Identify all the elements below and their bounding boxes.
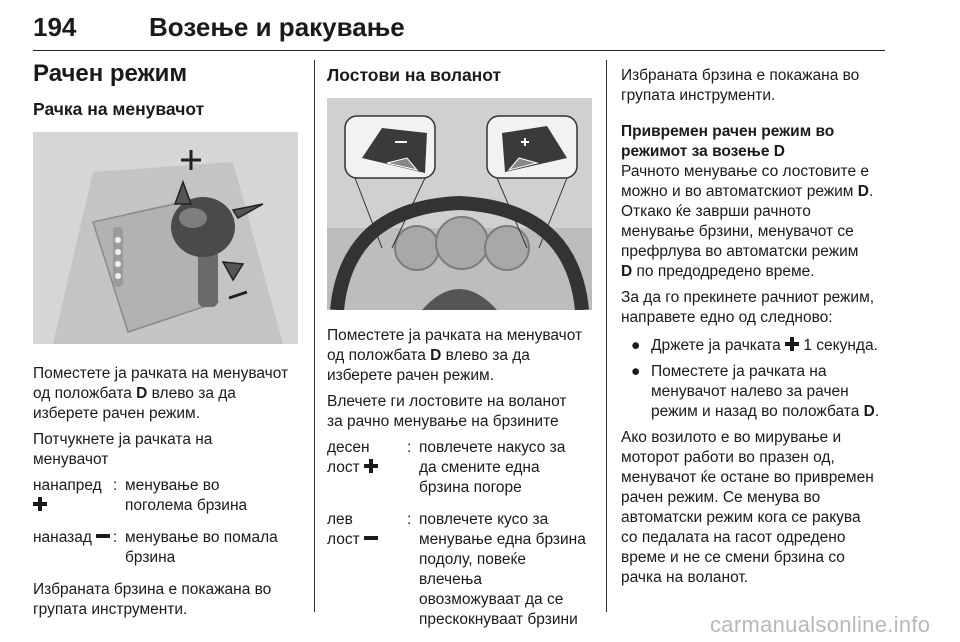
def-description: менување во поголема брзина [125, 477, 248, 514]
definition-list [327, 510, 592, 630]
list-item: ● Поместете ја рачката на менувачот налево за рачен режим и назад во положбата D. [631, 363, 880, 420]
def-separator: : [407, 439, 412, 456]
steering-wheel-diagram [327, 98, 592, 310]
paragraph: Избраната брзина е покажана во групата инструменти. [621, 67, 860, 104]
chapter-title: Возење и ракување [149, 12, 405, 42]
def-term: нанапред [33, 476, 113, 516]
def-term: лев лост [327, 510, 407, 630]
definition-list [33, 476, 298, 516]
def-description: менување во помала брзина [125, 529, 278, 566]
def-separator: : [113, 529, 118, 546]
def-separator: : [407, 511, 412, 528]
def-description: повлечете накусо за да смените една брзина погоре [419, 439, 566, 496]
subsection-title: Рачка на менувачот [33, 99, 205, 119]
minus-symbol-icon [364, 536, 378, 540]
page-header [33, 6, 885, 51]
section-title: Рачен режим [33, 60, 188, 87]
column-2 [327, 60, 592, 630]
bullet-icon: ● [631, 363, 641, 380]
def-description: повлечете кусо за менување една брзина подолу, повеќе влечења овозможуваат да се прескокнуваат брзини [419, 511, 586, 628]
list-item: ● Држете ја рачката 1 секунда. [631, 337, 878, 354]
paragraph: Влечете ги лостовите на воланот за рачно менување на брзините [327, 393, 567, 430]
def-separator: : [113, 477, 118, 494]
paragraph: Поместете ја рачката на менувачот од положбата D влево за да изберете рачен режим. [33, 365, 289, 422]
definition-list [33, 528, 298, 568]
plus-symbol-icon [33, 497, 47, 511]
paragraph: За да го прекинете рачниот режим, направете едно од следново: [621, 289, 875, 326]
page-number: 194 [33, 12, 77, 42]
gear-lever-diagram [33, 132, 298, 344]
watermark: carmanualsonline.info [710, 612, 931, 637]
plus-symbol-icon [364, 459, 378, 473]
column-3 [621, 60, 886, 588]
paragraph: Рачното менување со лостовите е можно и во автоматскиот режим D. Откако ќе заврши рачното менување брзини, менувачот се префрлува во автоматски режим D по предодредено време. [621, 163, 874, 280]
subsection-heading: Привремен рачен режим во режимот за возење D [621, 123, 835, 160]
def-term: наназад [33, 528, 113, 568]
paragraph: Избраната брзина е покажана во групата инструменти. [33, 581, 272, 618]
steering-paddles-illustration [327, 98, 592, 310]
def-term: десен лост [327, 438, 407, 498]
column-1 [33, 60, 298, 620]
paragraph: Ако возилото е во мирување и моторот работи во празен од, менувачот ќе остане во привремен рачен режим. Се менува во автоматски режим кога се ракува со педалата на гасот одредено време и не се смени брзина со рачка на воланот. [621, 429, 874, 586]
subsection-title: Лостови на воланот [327, 65, 502, 85]
definition-list [327, 438, 592, 498]
bullet-icon: ● [631, 337, 641, 354]
column-divider [314, 60, 315, 612]
paragraph: Поместете ја рачката на менувачот од положбата D влево за да изберете рачен режим. [327, 327, 583, 384]
plus-symbol-icon [785, 337, 799, 351]
column-divider [606, 60, 607, 612]
gear-lever-illustration [33, 132, 298, 344]
minus-symbol-icon [96, 534, 110, 538]
paragraph: Потчукнете ја рачката на менувачот [33, 431, 213, 468]
